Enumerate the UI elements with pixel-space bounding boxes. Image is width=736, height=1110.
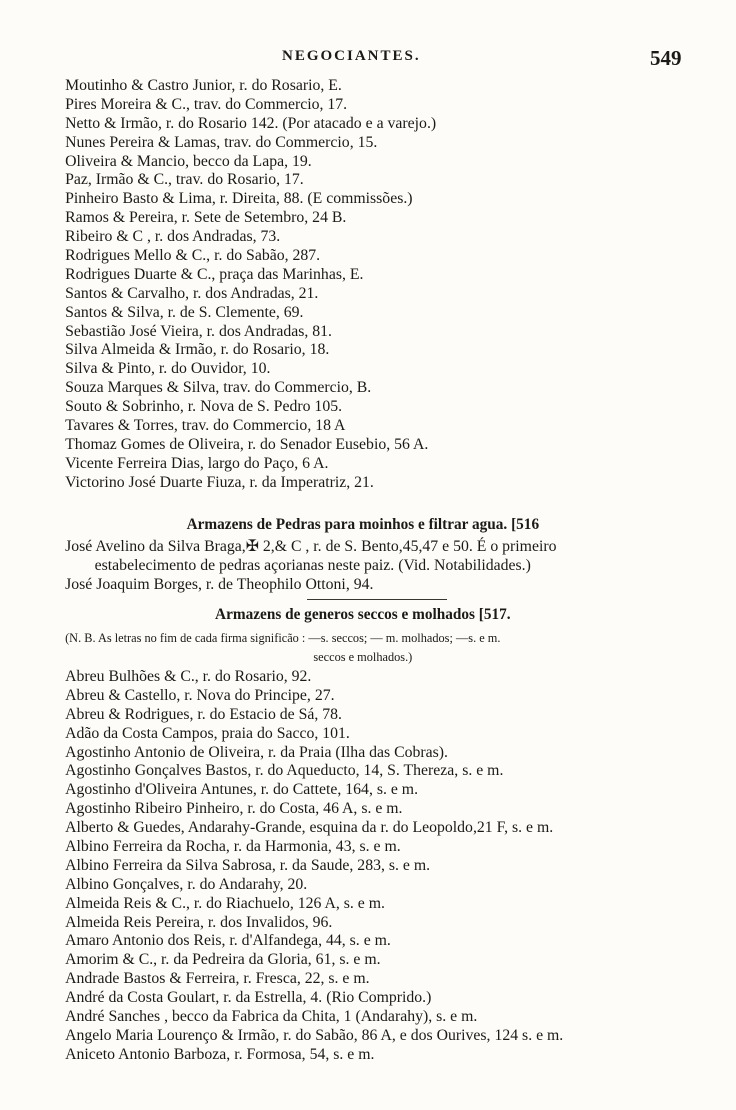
list-item: Pinheiro Basto & Lima, r. Direita, 88. (E commissões.)	[65, 190, 413, 208]
list-item: Souto & Sobrinho, r. Nova de S. Pedro 105.	[65, 398, 343, 416]
list-item: Oliveira & Mancio, becco da Lapa, 19.	[65, 152, 312, 170]
section-heading: Armazens de Pedras para moinhos e filtrar agua. [516	[186, 516, 540, 533]
list-item: Agostinho Gonçalves Bastos, r. do Aqueducto, 14, S. Thereza, s. e m.	[65, 762, 504, 780]
section-note	[0, 629, 736, 667]
list-item: Ramos & Pereira, r. Sete de Setembro, 24 B.	[65, 209, 347, 227]
section-heading: Armazens de generos seccos e molhados [517.	[215, 606, 511, 623]
list-item: Alberto & Guedes, Andarahy-Grande, esquina da r. do Leopoldo,21 F, s. e m.	[65, 819, 554, 837]
list-item: Agostinho d'Oliveira Antunes, r. do Cattete, 164, s. e m.	[65, 781, 419, 799]
list-item: Santos & Carvalho, r. dos Andradas, 21.	[65, 284, 319, 302]
section-heading-generos	[0, 604, 736, 626]
list-item: Santos & Silva, r. de S. Clemente, 69.	[65, 303, 304, 321]
negociantes-list	[0, 77, 736, 493]
pedras-list	[0, 538, 736, 595]
list-item: Thomaz Gomes de Oliveira, r. do Senador Eusebio, 56 A.	[65, 435, 429, 453]
list-item: Albino Ferreira da Silva Sabrosa, r. da Saude, 283, s. e m.	[65, 856, 431, 874]
generos-list	[0, 668, 736, 1065]
list-item: Silva Almeida & Irmão, r. do Rosario, 18.	[65, 341, 330, 359]
list-item: Almeida Reis & C., r. do Riachuelo, 126 A, s. e m.	[65, 894, 385, 912]
list-item: Abreu & Castello, r. Nova do Principe, 27.	[65, 686, 335, 704]
list-item: Amaro Antonio dos Reis, r. d'Alfandega, 44, s. e m.	[65, 932, 391, 950]
list-item: Tavares & Torres, trav. do Commercio, 18 A	[65, 417, 346, 435]
list-item: Paz, Irmão & C., trav. do Rosario, 17.	[65, 171, 304, 189]
list-item: Pires Moreira & C., trav. do Commercio, 17.	[65, 95, 348, 113]
list-item: Rodrigues Duarte & C., praça das Marinhas, E.	[65, 265, 364, 283]
section-divider	[307, 599, 447, 600]
list-item: Sebastião José Vieira, r. dos Andradas, 81.	[65, 322, 332, 340]
list-item: Andrade Bastos & Ferreira, r. Fresca, 22, s. e m.	[65, 970, 370, 988]
list-item: Abreu & Rodrigues, r. do Estacio de Sá, 78.	[65, 705, 342, 723]
note-line: seccos e molhados.)	[313, 649, 413, 664]
list-item: Silva & Pinto, r. do Ouvidor, 10.	[65, 360, 271, 378]
list-item: Vicente Ferreira Dias, largo do Paço, 6 A.	[65, 454, 329, 472]
list-item: José Avelino da Silva Braga,✠ 2,& C , r. de S. Bento,45,47 e 50. É o primeiro	[65, 538, 557, 555]
list-item: Agostinho Antonio de Oliveira, r. da Praia (Ilha das Cobras).	[65, 743, 449, 761]
list-item: Abreu Bulhões & C., r. do Rosario, 92.	[65, 668, 312, 685]
list-item: André da Costa Goulart, r. da Estrella, 4. (Rio Comprido.)	[65, 989, 432, 1007]
list-item: Nunes Pereira & Lamas, trav. do Commercio, 15.	[65, 133, 378, 151]
list-item: Albino Ferreira da Rocha, r. da Harmonia, 43, s. e m.	[65, 838, 401, 856]
section-heading-pedras	[0, 514, 736, 536]
list-item: Agostinho Ribeiro Pinheiro, r. do Costa, 46 A, s. e m.	[65, 800, 403, 818]
list-item: Amorim & C., r. da Pedreira da Gloria, 61, s. e m.	[65, 951, 381, 969]
list-item: Ribeiro & C , r. dos Andradas, 73.	[65, 228, 281, 246]
list-item: André Sanches , becco da Fabrica da Chita, 1 (Andarahy), s. e m.	[65, 1008, 478, 1026]
list-item-continuation: estabelecimento de pedras açorianas neste paiz. (Vid. Notabilidades.)	[94, 556, 531, 574]
list-item: Victorino José Duarte Fiuza, r. da Imperatriz, 21.	[65, 473, 374, 491]
list-item: Adão da Costa Campos, praia do Sacco, 101.	[65, 724, 350, 742]
running-head	[0, 46, 736, 74]
list-item: José Joaquim Borges, r. de Theophilo Ottoni, 94.	[65, 575, 374, 593]
running-title: NEGOCIANTES.	[282, 48, 421, 64]
list-item: Souza Marques & Silva, trav. do Commercio, B.	[65, 379, 372, 397]
list-item: Aniceto Antonio Barboza, r. Formosa, 54, s. e m.	[65, 1045, 375, 1063]
note-line: (N. B. As letras no fim de cada firma significão : —s. seccos; — m. molhados; —s. e m.	[65, 631, 501, 645]
list-item: Rodrigues Mello & C., r. do Sabão, 287.	[65, 247, 321, 265]
list-item: Moutinho & Castro Junior, r. do Rosario, E.	[65, 77, 342, 94]
list-item: Netto & Irmão, r. do Rosario 142. (Por atacado e a varejo.)	[65, 114, 437, 132]
list-item: Angelo Maria Lourenço & Irmão, r. do Sabão, 86 A, e dos Ourives, 124 s. e m.	[65, 1026, 564, 1044]
page-number: 549	[650, 46, 682, 70]
list-item: Almeida Reis Pereira, r. dos Invalidos, 96.	[65, 913, 333, 931]
list-item: Albino Gonçalves, r. do Andarahy, 20.	[65, 875, 308, 893]
